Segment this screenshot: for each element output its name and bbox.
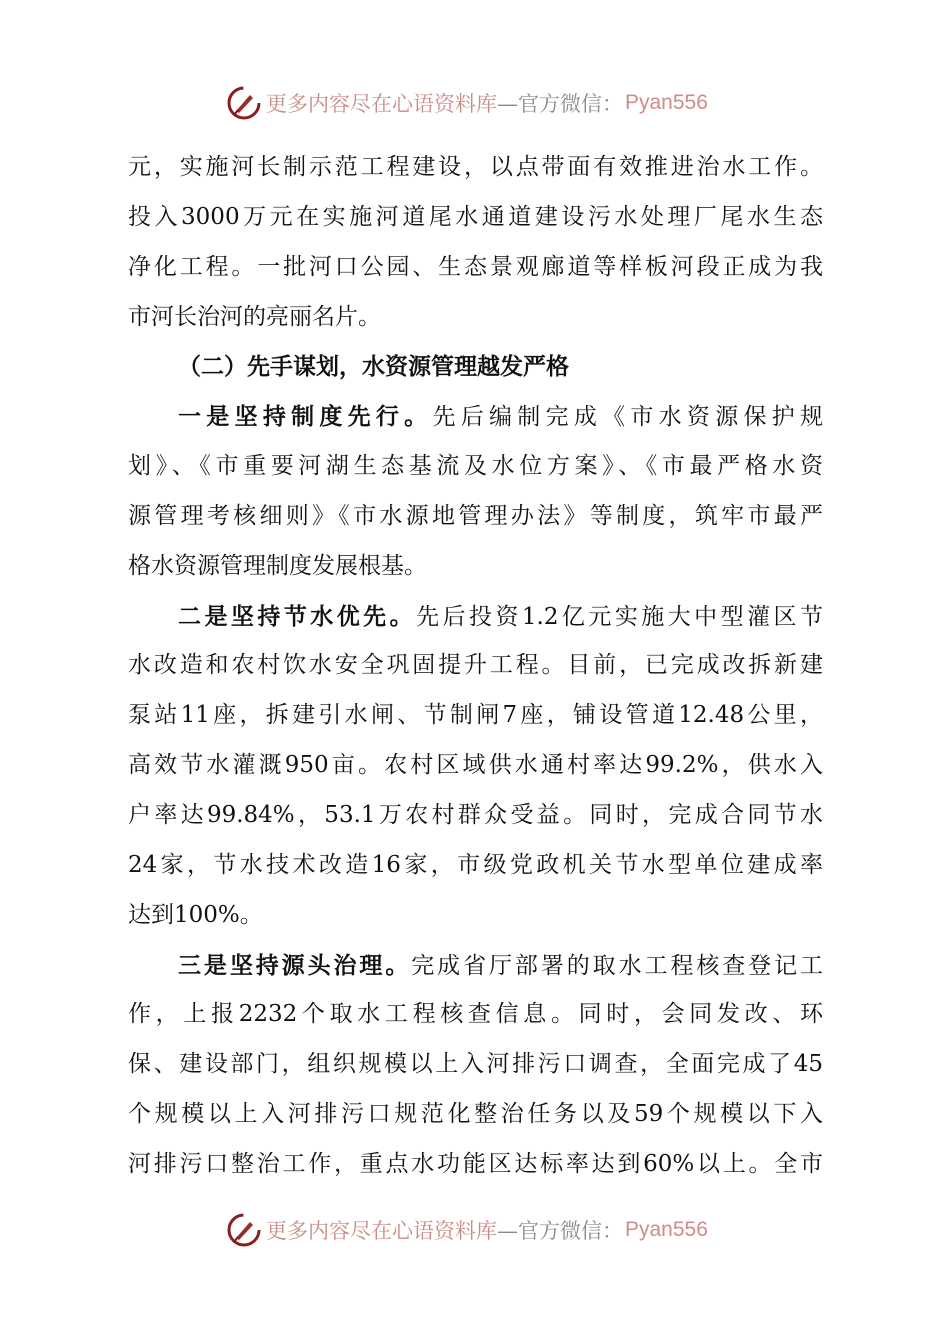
line-text: 元，实施河长制示范工程建设，以点带面有效推进治水工作。 (128, 154, 823, 180)
text-line (128, 791, 823, 841)
text-line (128, 1090, 823, 1140)
text-line (128, 293, 823, 343)
text-line (128, 1040, 823, 1090)
line-text: 投入3000万元在实施河道尾水通道建设污水处理厂尾水生态 (128, 203, 823, 230)
watermark-separator: —官方微信： (497, 1219, 623, 1243)
text-line (128, 342, 823, 392)
line-text: 泵站11座，拆建引水闸、节制闸7座，铺设管道12.48公里， (128, 702, 823, 729)
text-line (128, 442, 823, 492)
watermark-wechat-id: Pyan556 (625, 91, 708, 114)
watermark-wechat-id: Pyan556 (625, 1218, 708, 1241)
paragraph (128, 143, 823, 342)
line-text: 完成省厅部署的取水工程核查登记工 (411, 952, 824, 979)
footer-watermark (226, 1210, 708, 1250)
lead-phrase: 三是坚持源头治理。 (178, 951, 412, 979)
heading-text: （二）先手谋划，水资源管理越发严格 (178, 353, 569, 381)
lead-phrase: 二是坚持节水优先。 (178, 602, 417, 630)
line-text: 达到100%。 (128, 901, 263, 928)
paragraph (128, 392, 823, 591)
lead-phrase: 一是坚持制度先行。 (178, 403, 433, 431)
text-line (128, 392, 823, 442)
header-watermark (226, 83, 708, 123)
text-line (128, 143, 823, 193)
line-text: 净化工程。一批河口公园、生态景观廊道等样板河段正成为我 (128, 253, 823, 280)
text-line (128, 492, 823, 542)
line-text: 源管理考核细则》《市水源地管理办法》等制度，筑牢市最严 (128, 502, 823, 529)
quill-pen-logo-icon (226, 85, 262, 121)
text-line (128, 1140, 823, 1190)
line-text: 保、建设部门，组织规模以上入河排污口调查，全面完成了45 (128, 1051, 823, 1078)
text-line (128, 592, 823, 642)
text-line (128, 841, 823, 891)
text-line (128, 542, 823, 592)
paragraph (128, 941, 823, 1190)
text-line (128, 193, 823, 243)
text-line (128, 891, 823, 941)
watermark-separator: —官方微信： (497, 92, 623, 116)
text-line (128, 941, 823, 991)
document-body (128, 143, 823, 1190)
text-line (128, 243, 823, 293)
line-text: 高效节水灌溉950亩。农村区域供水通村率达99.2%，供水入 (128, 752, 823, 779)
text-line (128, 641, 823, 691)
line-text: 作，上报2232个取水工程核查信息。同时，会同发改、环 (128, 1001, 823, 1028)
line-text: 先后编制完成《市水资源保护规 (432, 404, 824, 431)
line-text: 格水资源管理制度发展根基。 (128, 552, 427, 579)
line-text: 市河长治河的亮丽名片。 (128, 303, 381, 330)
watermark-text: 更多内容尽在心语资料库 (266, 1219, 497, 1243)
quill-pen-logo-icon (226, 1212, 262, 1248)
line-text: 24家，节水技术改造16家，市级党政机关节水型单位建成率 (128, 851, 823, 878)
line-text: 个规模以上入河排污口规范化整治任务以及59个规模以下入 (128, 1101, 823, 1128)
line-text: 户率达99.84%，53.1万农村群众受益。同时，完成合同节水 (128, 801, 823, 828)
paragraph (128, 592, 823, 941)
line-text: 划》、《市重要河湖生态基流及水位方案》、《市最严格水资 (128, 453, 823, 480)
text-line (128, 691, 823, 741)
line-text: 水改造和农村饮水安全巩固提升工程。目前，已完成改拆新建 (128, 652, 823, 679)
text-line (128, 990, 823, 1040)
watermark-text: 更多内容尽在心语资料库 (266, 92, 497, 116)
text-line (128, 741, 823, 791)
line-text: 先后投资1.2亿元实施大中型灌区节 (416, 603, 823, 630)
line-text: 河排污口整治工作，重点水功能区达标率达到60%以上。全市 (128, 1150, 823, 1177)
section-heading (128, 342, 823, 392)
